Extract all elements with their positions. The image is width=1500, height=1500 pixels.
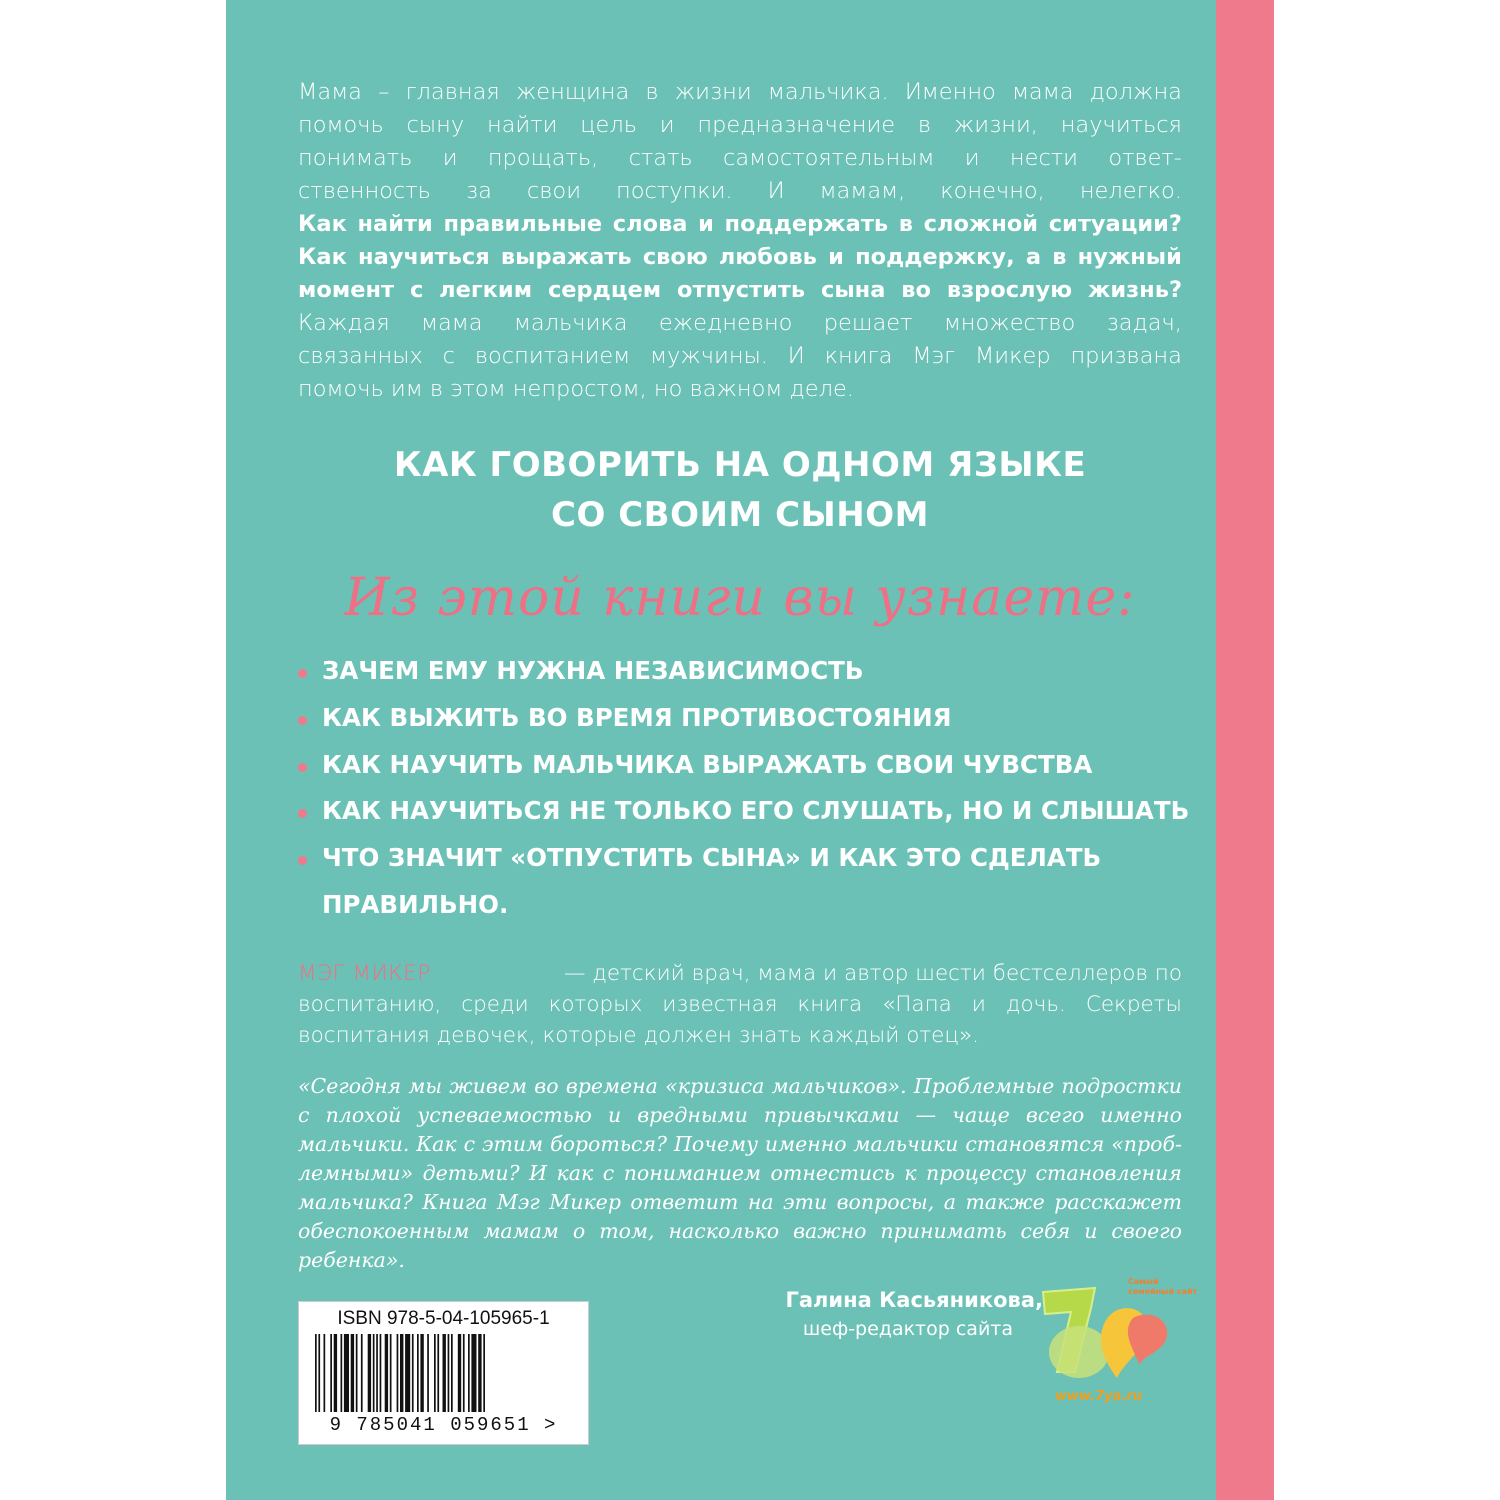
quote-line: мальчики. Как с этим бороться? Почему именно мальчики становятся «проб- xyxy=(298,1132,1182,1156)
barcode-bar xyxy=(417,1334,419,1412)
barcode-bar xyxy=(478,1334,481,1412)
barcode-bar xyxy=(390,1334,392,1412)
bullet-dot-icon xyxy=(298,716,307,725)
author-bio xyxy=(298,958,1182,1051)
barcode-bar xyxy=(463,1334,465,1412)
barcode-bar xyxy=(330,1334,332,1412)
spine-strip xyxy=(1216,0,1274,1500)
barcode-bar xyxy=(315,1334,317,1412)
barcode-bar xyxy=(471,1334,476,1412)
logo-tagline-2: семейный сайт xyxy=(1128,1287,1198,1296)
isbn-number: ISBN 978-5-04-105965-1 xyxy=(337,1308,550,1329)
intro-line-bold: момент с легким сердцем отпустить сына во взрослую жизнь? xyxy=(298,277,1182,303)
intro-line: понимать и прощать, стать самостоятельным и нести ответ- xyxy=(298,145,1182,171)
barcode-bar xyxy=(451,1334,453,1412)
barcode-bar xyxy=(448,1334,450,1412)
barcode-bar xyxy=(361,1334,363,1412)
barcode-bar xyxy=(334,1334,337,1412)
barcode-bar xyxy=(344,1334,349,1412)
intro-line: Мама – главная женщина в жизни мальчика. Именно мама должна xyxy=(298,79,1182,105)
bullet-text: ПРАВИЛЬНО. xyxy=(322,890,509,919)
author-line: воспитанию, среди которых известная книга «Папа и дочь. Секреты xyxy=(298,992,1182,1017)
barcode-bars-icon xyxy=(315,1334,572,1412)
author-name: МЭГ МИКЕР xyxy=(298,961,431,986)
barcode-bar xyxy=(468,1334,470,1412)
barcode-bar xyxy=(397,1334,399,1412)
intro-line: Каждая мама мальчика ежедневно решает множество задач, xyxy=(298,310,1182,336)
barcode-bar xyxy=(420,1334,423,1412)
bullet-text: КАК НАУЧИТЬ МАЛЬЧИКА ВЫРАЖАТЬ СВОИ ЧУВСТВА xyxy=(322,750,1093,779)
intro-line: помочь сыну найти цель и предназначение в жизни, научиться xyxy=(298,112,1182,138)
bullet-dot-icon xyxy=(298,763,307,772)
bullet-text: ЗАЧЕМ ЕМУ НУЖНА НЕЗАВИСИМОСТЬ xyxy=(322,656,864,685)
review-quote xyxy=(298,1072,1182,1275)
logo-shape-icon xyxy=(1035,1282,1175,1412)
main-heading-line-1: КАК ГОВОРИТЬ НА ОДНОМ ЯЗЫКЕ xyxy=(393,445,1087,485)
barcode-bar xyxy=(368,1334,371,1412)
barcode-bar xyxy=(400,1334,403,1412)
intro-line-bold: Как научиться выражать свою любовь и поддержку, а в нужный xyxy=(298,244,1182,270)
bullet-text: КАК НАУЧИТЬСЯ НЕ ТОЛЬКО ЕГО СЛУШАТЬ, НО И СЛЫШАТЬ xyxy=(322,796,1190,825)
intro-line: помочь им в этом непростом, но важном деле. xyxy=(298,376,854,402)
quote-line: лемными» детьми? И как с пониманием отнестись к процессу становления xyxy=(298,1161,1182,1185)
main-heading-line-2: СО СВОИМ СЫНОМ xyxy=(551,495,929,535)
barcode-bar xyxy=(443,1334,446,1412)
barcode-bar xyxy=(385,1334,388,1412)
intro-paragraph xyxy=(298,76,1182,406)
bullet-dot-icon xyxy=(298,856,307,865)
barcode-bar xyxy=(434,1334,436,1412)
barcode-bar xyxy=(356,1334,358,1412)
quote-line: ребенка». xyxy=(298,1248,405,1272)
quote-line: с плохой успеваемостью и вредными привычками — чаще всего именно xyxy=(298,1103,1182,1127)
logo-tagline-1: Самый xyxy=(1128,1277,1159,1286)
author-line: воспитания девочек, которые должен знать каждый отец». xyxy=(298,1023,980,1048)
barcode-bar xyxy=(324,1334,326,1412)
bullet-dot-icon xyxy=(298,669,307,678)
barcode-bar xyxy=(437,1334,439,1412)
barcode-bar xyxy=(341,1334,343,1412)
barcode-bar xyxy=(373,1334,375,1412)
reviewer-role: шеф-редактор сайта xyxy=(802,1318,1013,1340)
intro-line: ственность за свои поступки. И мамам, конечно, нелегко. xyxy=(298,178,1182,204)
barcode-bar xyxy=(318,1334,320,1412)
barcode-bar xyxy=(380,1334,382,1412)
barcode-bar xyxy=(351,1334,354,1412)
barcode-bar xyxy=(427,1334,429,1412)
bullet-text: ЧТО ЗНАЧИТ «ОТПУСТИТЬ СЫНА» И КАК ЭТО СДЕЛАТЬ xyxy=(322,843,1102,872)
bullet-dot-icon xyxy=(298,809,307,818)
barcode-bar xyxy=(458,1334,461,1412)
logo-url: www.7ya.ru xyxy=(1055,1389,1143,1404)
intro-line: связанных с воспитанием мужчины. И книга Мэг Микер призвана xyxy=(298,343,1182,369)
script-subtitle: Из этой книги вы узнаете: xyxy=(344,568,1136,628)
barcode-bar xyxy=(483,1334,485,1412)
reviewer-name: Галина Касьяникова, xyxy=(785,1288,1043,1312)
quote-line: обеспокоенным мамам о том, насколько важно принимать себя и своего xyxy=(298,1219,1182,1243)
author-line xyxy=(298,958,1182,989)
ean-digits: 9 785041 059651 > xyxy=(329,1414,558,1436)
barcode-bar xyxy=(412,1334,414,1412)
barcode-bar xyxy=(376,1334,378,1412)
bullet-text: КАК ВЫЖИТЬ ВО ВРЕМЯ ПРОТИВОСТОЯНИЯ xyxy=(322,703,952,732)
author-line-text: — детский врач, мама и автор шести бестселлеров по xyxy=(563,961,1182,986)
quote-line: «Сегодня мы живем во времена «кризиса мальчиков». Проблемные подростки xyxy=(298,1074,1182,1098)
barcode-bar xyxy=(405,1334,410,1412)
isbn-barcode xyxy=(298,1301,589,1445)
quote-line: мальчика? Книга Мэг Микер ответит на эти вопросы, а также расскажет xyxy=(298,1190,1182,1214)
intro-line-bold: Как найти правильные слова и поддержать в сложной ситуации? xyxy=(298,211,1182,237)
